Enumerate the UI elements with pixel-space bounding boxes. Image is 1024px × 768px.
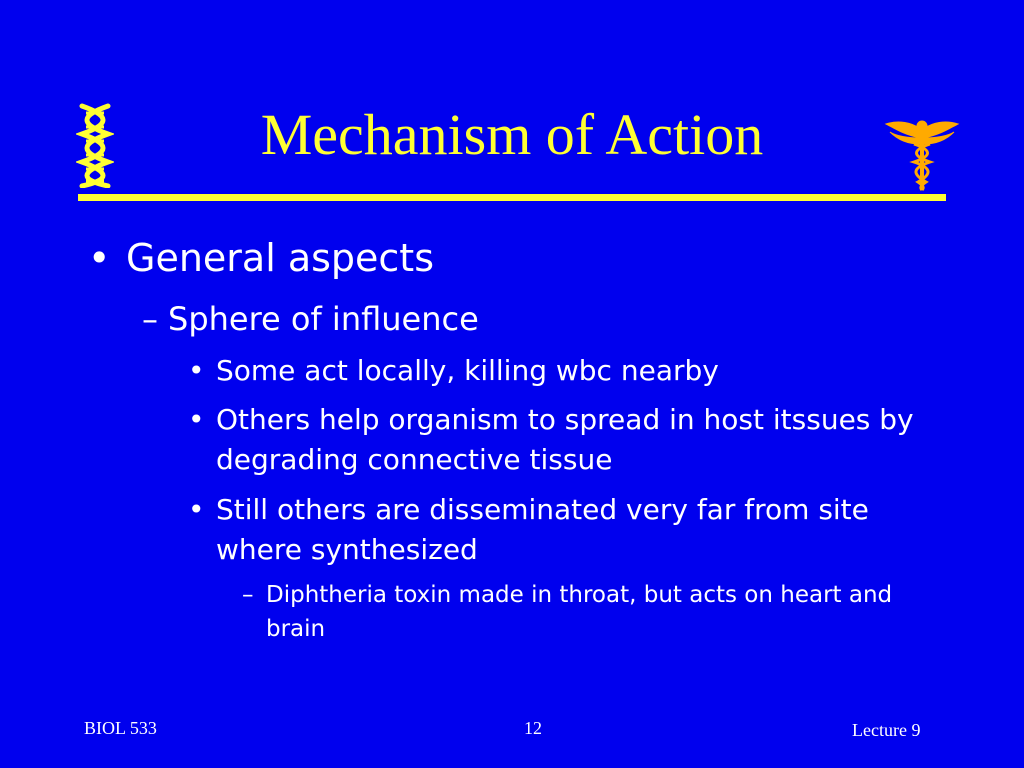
bullet-text: General aspects: [126, 236, 435, 280]
slide-title: Mechanism of Action: [260, 102, 764, 167]
bullet-line: Still others are disseminated very far from site: [216, 493, 869, 526]
bullet-line: Others help organism to spread in host itssues by: [216, 403, 914, 436]
bullet-marker: •: [188, 403, 205, 436]
dash-marker: –: [242, 582, 254, 608]
bullet-line: Some act locally, killing wbc nearby: [216, 354, 719, 387]
caduceus-icon: [884, 116, 960, 192]
subbullet-text: Sphere of influence: [168, 300, 479, 338]
footer-lecture: Lecture 9: [852, 720, 921, 740]
subbullet-line: Diphtheria toxin made in throat, but acts on heart and: [266, 582, 893, 608]
footer-page-number: 12: [524, 718, 542, 738]
footer-course: BIOL 533: [84, 718, 157, 738]
bullet-marker: •: [88, 236, 111, 280]
bullet-line-continued: where synthesized: [216, 533, 478, 566]
dash-marker: –: [142, 300, 158, 338]
subbullet-line-continued: brain: [266, 616, 326, 642]
title-underline: [78, 194, 946, 201]
bullet-marker: •: [188, 354, 205, 387]
bullet-marker: •: [188, 493, 205, 526]
bullet-line-continued: degrading connective tissue: [216, 443, 613, 476]
